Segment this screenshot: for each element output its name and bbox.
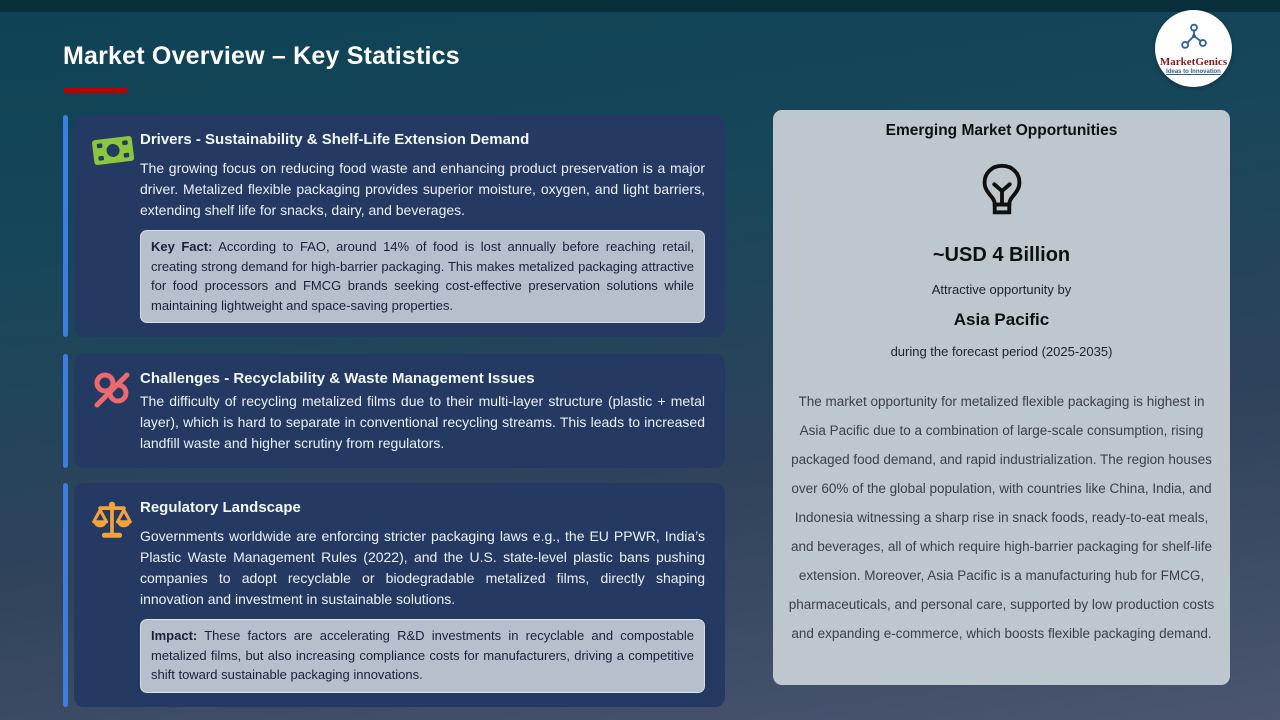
opportunity-period: during the forecast period (2025-2035)	[890, 344, 1113, 359]
brand-logo	[1155, 10, 1232, 87]
page-title: Market Overview – Key Statistics	[63, 42, 460, 70]
opportunity-subtitle: Attractive opportunity by	[931, 282, 1072, 297]
panel-title: Emerging Market Opportunities	[885, 122, 1118, 139]
drivers-card-body: The growing focus on reducing food waste and enhancing product preservation is a major driver. Metalized flexible packaging provides superior moisture, oxygen, and light barriers, extending shelf life for snacks, dairy, and beverages.	[140, 160, 705, 218]
regulatory-card-title: Regulatory Landscape	[140, 499, 301, 516]
card-accent-bar	[63, 354, 68, 468]
opportunity-description: The market opportunity for metalized flexible packaging is highest in Asia Pacific due to a combination of large-scale consumption, rising packaged food demand, and rapid industrialization. The region houses over 60% of the global population, with countries like China, India, and Indonesia witnessing a sharp rise in snack foods, ready-to-eat meals, and beverages, all of which require high-barrier packaging for shelf-life extension. Moreover, Asia Pacific is a manufacturing hub for FMCG, pharmaceuticals, and personal care, supported by low production costs and expanding e-commerce, which boosts flexible packaging demand.	[788, 394, 1215, 641]
link-slash-icon	[90, 370, 136, 410]
regulatory-card-body: Governments worldwide are enforcing stricter packaging laws e.g., the EU PPWR, India’s Plastic Waste Management Rules (2022), and the U.S. state-level plastic bans pushing companies to adopt recyclable or biodegradable metalized films, directly shaping innovation and investment in sustainable solutions.	[140, 528, 705, 607]
logo-tagline-text: Ideas to Innovation	[1166, 68, 1221, 75]
impact-text: These factors are accelerating R&D investments in recyclable and compostable metalized films, but also increasing compliance costs for manufacturers, driving a competitive shift toward sustainable packaging innovations.	[151, 628, 694, 682]
challenges-card-body: The difficulty of recycling metalized films due to their multi-layer structure (plastic + metal layer), which is hard to separate in conventional recycling streams. This leads to increased landfill waste and higher scrutiny from regulators.	[140, 393, 705, 451]
logo-brand-text: MarketGenics	[1159, 55, 1228, 68]
key-fact-text: According to FAO, around 14% of food is lost annually before reaching retail, creating strong demand for high-barrier packaging. This makes metalized packaging attractive for food processors and FMCG brands seeking cost-effective preservation solutions while maintaining lightweight and space-saving properties.	[151, 239, 694, 313]
drivers-card-title: Drivers - Sustainability & Shelf-Life Extension Demand	[140, 131, 530, 148]
molecule-network-icon	[1178, 23, 1210, 55]
key-statistics-cards	[63, 115, 725, 707]
card-accent-bar	[63, 483, 68, 707]
opportunity-region: Asia Pacific	[953, 310, 1050, 329]
emerging-market-opportunities-panel	[773, 110, 1230, 685]
drivers-card	[63, 115, 725, 337]
challenges-card-title: Challenges - Recyclability & Waste Management Issues	[140, 370, 535, 387]
balance-scale-icon	[90, 499, 136, 539]
challenges-card	[63, 354, 725, 468]
title-underline	[64, 88, 127, 93]
regulatory-card	[63, 483, 725, 707]
key-fact-label: Key Fact:	[151, 239, 213, 254]
impact-callout	[140, 619, 705, 693]
opportunity-value: ~USD 4 Billion	[932, 244, 1071, 266]
top-accent-bar	[0, 0, 1280, 12]
impact-label: Impact:	[151, 628, 198, 643]
card-accent-bar	[63, 115, 68, 337]
lightbulb-icon	[787, 162, 1216, 222]
key-fact-callout	[140, 230, 705, 323]
money-bill-icon	[90, 131, 136, 171]
